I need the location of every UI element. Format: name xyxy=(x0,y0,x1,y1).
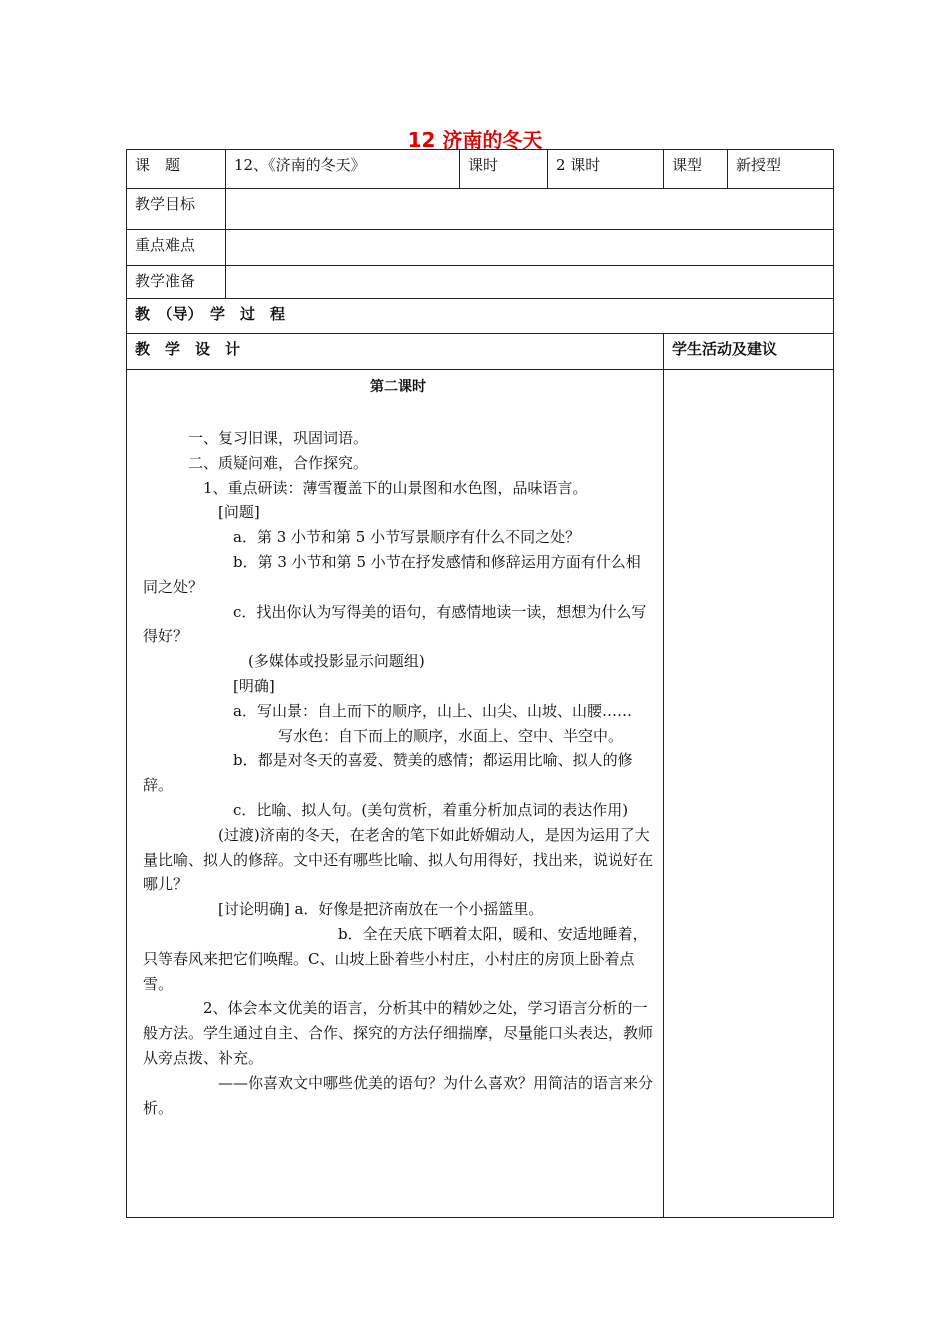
prep-row xyxy=(127,266,834,299)
design-content xyxy=(127,370,664,1218)
content-row xyxy=(127,370,834,1218)
text-line: 一、复习旧课，巩固词语。 xyxy=(143,429,369,447)
keypoints-label: 重点难点 xyxy=(127,230,226,266)
hours-label: 课时 xyxy=(460,150,548,189)
topic-label: 课 题 xyxy=(127,150,226,189)
text-line: b．全在天底下晒着太阳，暖和、安适地睡着，只等春风来把它们唤醒。C、山坡上卧着些小村庄，小村庄的房顶上卧着点雪。 xyxy=(143,924,648,993)
lesson-title: 第二课时 xyxy=(370,379,426,395)
keypoints-row xyxy=(127,230,834,266)
goals-row xyxy=(127,189,834,230)
topic-value: 12、《济南的冬天》 xyxy=(226,150,460,189)
text-line: 写水色：自下而上的顺序，水面上、空中、半空中。 xyxy=(143,726,624,745)
text-line: b．都是对冬天的喜爱、赞美的感情；都运用比喻、拟人的修辞。 xyxy=(143,751,633,795)
process-header: 教 （导） 学 过 程 xyxy=(127,299,834,334)
type-label: 课型 xyxy=(664,150,728,189)
text-line: c．找出你认为写得美的语句，有感情地读一读，想想为什么写得好？ xyxy=(143,602,647,646)
keypoints-value xyxy=(226,230,834,266)
text-line: 二、质疑问难，合作探究。 xyxy=(143,453,369,472)
page-title: 12 济南的冬天 xyxy=(407,128,543,152)
goals-label: 教学目标 xyxy=(127,189,226,230)
text-line: [明确] xyxy=(143,676,275,695)
design-text xyxy=(143,426,653,1120)
text-line: (多媒体或投影显示问题组) xyxy=(143,652,425,671)
activity-header: 学生活动及建议 xyxy=(664,334,834,370)
goals-value xyxy=(226,189,834,230)
text-line: b．第 3 小节和第 5 小节在抒发感情和修辞运用方面有什么相同之处？ xyxy=(143,552,641,596)
text-line: [讨论明确] a．好像是把济南放在一个小摇篮里。 xyxy=(143,900,544,919)
text-line: [问题] xyxy=(143,503,260,522)
type-value: 新授型 xyxy=(728,150,834,189)
hours-value: 2 课时 xyxy=(548,150,664,189)
text-line: a．第 3 小节和第 5 小节写景顺序有什么不同之处？ xyxy=(143,528,581,547)
text-line: (过渡)济南的冬天，在老舍的笔下如此娇媚动人，是因为运用了大量比喻、拟人的修辞。文中还有哪些比喻、拟人句用得好，找出来，说说好在哪儿？ xyxy=(143,825,654,894)
text-line: a．写山景：自上而下的顺序，山上、山尖、山坡、山腰…… xyxy=(143,701,632,720)
activity-content xyxy=(664,370,834,1218)
design-header: 教 学 设 计 xyxy=(127,334,664,370)
design-header-row xyxy=(127,334,834,370)
text-line: c．比喻、拟人句。(美句赏析，着重分析加点词的表达作用) xyxy=(143,800,629,819)
text-line: 1、重点研读：薄雪覆盖下的山景图和水色图，品味语言。 xyxy=(143,478,588,497)
text-line: 2、体会本文优美的语言，分析其中的精妙之处，学习语言分析的一般方法。学生通过自主、合作、探究的方法仔细揣摩，尽量能口头表达，教师从旁点拨、补充。 xyxy=(143,999,654,1067)
text-line: ——你喜欢文中哪些优美的语句？为什么喜欢？用简洁的语言来分析。 xyxy=(143,1073,654,1117)
info-row xyxy=(127,150,834,189)
prep-value xyxy=(226,266,834,299)
lesson-plan-table xyxy=(126,149,834,1218)
process-row xyxy=(127,299,834,334)
prep-label: 教学准备 xyxy=(127,266,226,299)
